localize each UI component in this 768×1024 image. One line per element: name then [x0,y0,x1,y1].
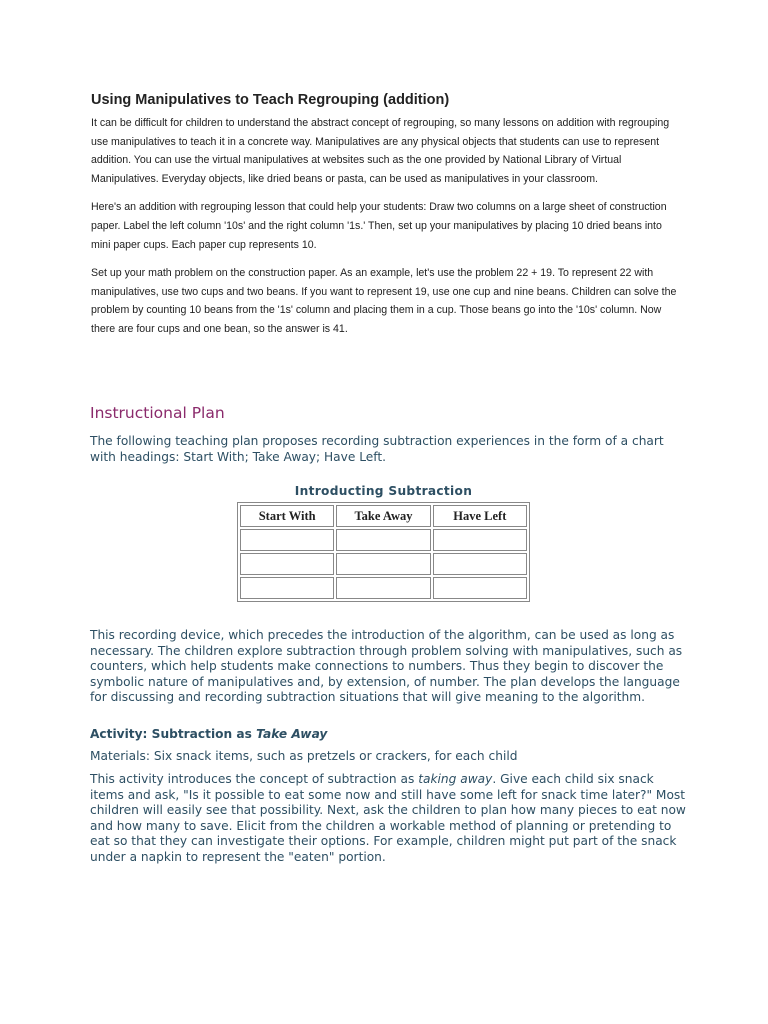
table-cell [240,529,334,551]
paragraph: Set up your math problem on the construction paper. As an example, let's use the problem 22 + 19. To represent 22 with manipulatives, use two cups and two beans. If you want to represent 19, use one cup and nine beans. Children can solve the problem by counting 10 beans from the '1s' column and placing them in a cup. Those beans go into the '10s' column. Now there are four cups and one bean, so the answer is 41. [91,267,677,335]
table-cell [433,553,527,575]
section-heading: Instructional Plan [90,404,225,422]
table-cell [240,577,334,599]
section-title: Using Manipulatives to Teach Regrouping (addition) [91,92,450,108]
table-caption: Introducting Subtraction [294,484,473,498]
activity-body [90,772,690,865]
table-cell [336,577,430,599]
table-header-row [240,505,527,527]
table-row [240,577,527,599]
table-cell [433,577,527,599]
table-cell [240,553,334,575]
activity-body-emphasis: taking away [418,772,493,786]
materials-line: Materials: Six snack items, such as pretzels or crackers, for each child [90,748,518,763]
activity-body-part: . Give each child six snack items and ask, "Is it possible to eat some now and still have some left for snack time later?" Most children will easily see that possibility. Next, ask the children to plan how many pieces to eat now and how many to save. Elicit from the children a workable method of planning or pretending to eat so that they can investigate their options. For example, children might put part of the snack under a napkin to represent the "eaten" portion. [90,772,686,864]
table-cell [336,529,430,551]
column-header: Take Away [336,505,430,527]
instructional-plan-section [90,404,690,865]
regrouping-section [91,92,681,349]
paragraph: Here's an addition with regrouping lesson that could help your students: Draw two columns on a large sheet of construction paper. Label the left column '10s' and the right column '1s.' Then, set up your manipulatives by placing 10 dried beans into mini paper cups. Each paper cup represents 10. [91,201,667,251]
table-cell [433,529,527,551]
recording-device-paragraph: This recording device, which precedes the introduction of the algorithm, can be used as long as necessary. The children explore subtraction through problem solving with manipulatives, such as counters, which help students make connections to numbers. Thus they begin to discover the symbolic nature of manipulatives and, by extension, of number. The plan develops the language for discussing and recording subtraction situations that will give meaning to the algorithm. [90,628,683,704]
paragraph: It can be difficult for children to understand the abstract concept of regrouping, so many lessons on addition with regrouping use manipulatives to teach it in a concrete way. Manipulatives are any physical objects that students can use to represent addition. You can use the virtual manipulatives at websites such as the one provided by National Library of Virtual Manipulatives. Everyday objects, like dried beans or pasta, can be used as manipulatives in your classroom. [91,117,670,185]
table-row [240,529,527,551]
activity-body-part: This activity introduces the concept of subtraction as [90,772,419,786]
subtraction-chart-table [237,502,530,602]
column-header: Have Left [433,505,527,527]
intro-paragraph: The following teaching plan proposes recording subtraction experiences in the form of a chart with headings: Start With; Take Away; Have Left. [90,434,664,464]
table-cell [336,553,430,575]
activity-title [90,727,690,741]
activity-title-prefix: Activity: Subtraction as [90,726,257,741]
table-row [240,553,527,575]
subtraction-table-block [237,484,530,602]
column-header: Start With [240,505,334,527]
activity-title-emphasis: Take Away [256,726,328,741]
